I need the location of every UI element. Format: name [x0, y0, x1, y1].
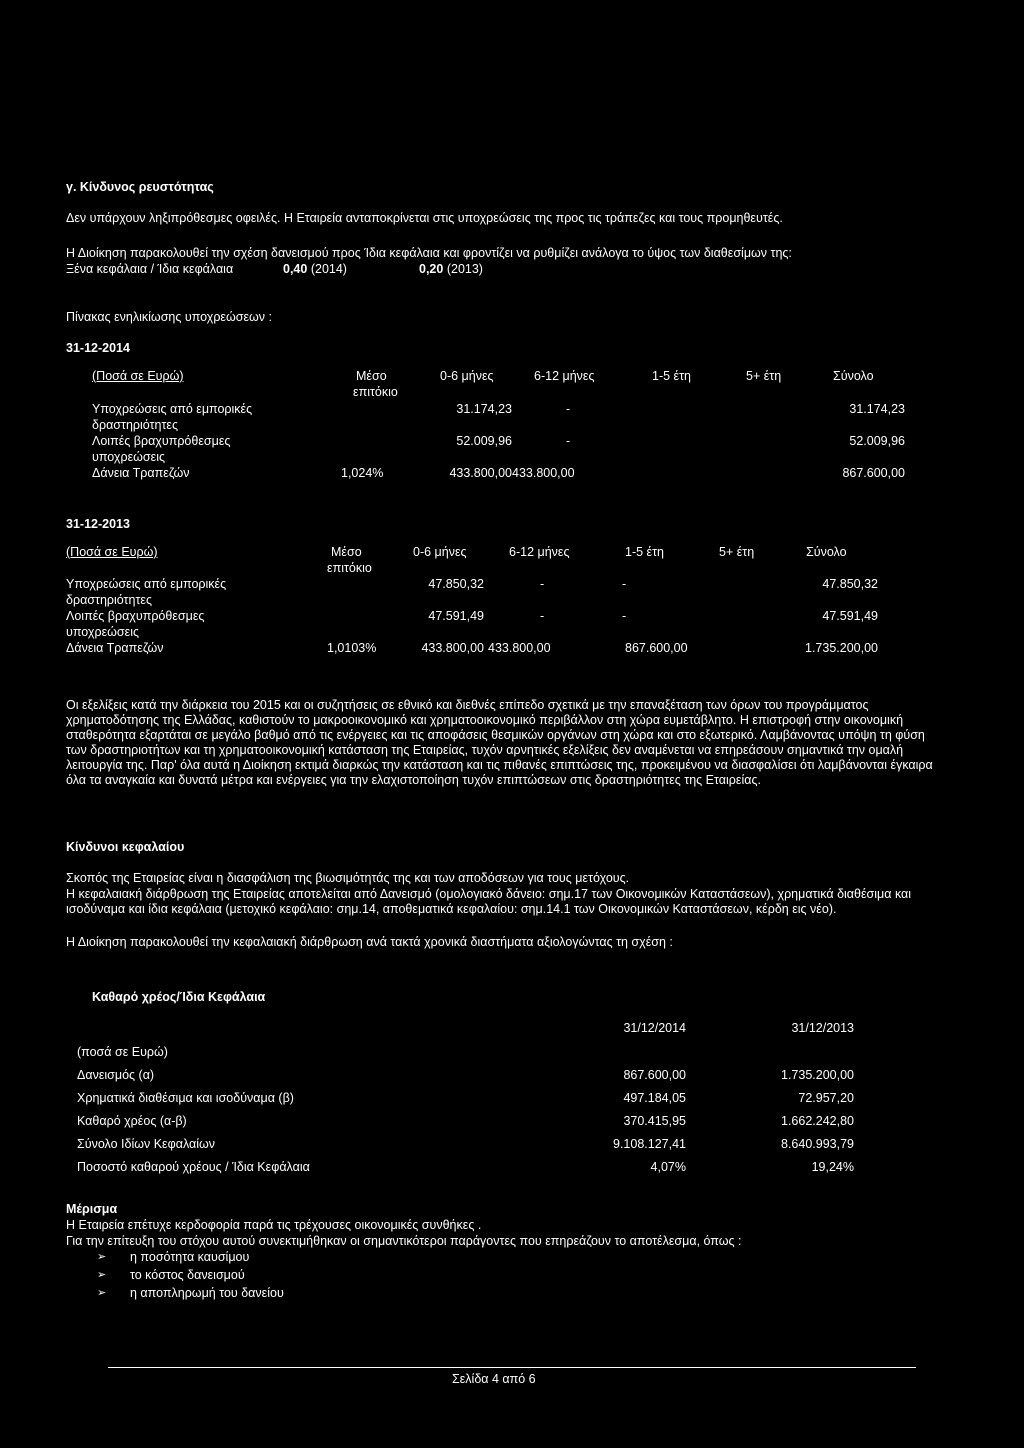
- ratio-2013-value: 0,20: [419, 262, 444, 276]
- ratio-2013: [419, 262, 483, 277]
- net-debt-col-2013: 31/12/2013: [791, 1021, 854, 1035]
- table-cell-m6-12: -: [566, 434, 571, 448]
- table-cell-m0-6: 47.850,32: [428, 577, 484, 591]
- page-number: Σελίδα 4 από 6: [452, 1372, 536, 1386]
- table-row-label: Δάνεια Τραπεζών: [92, 466, 190, 480]
- list-item: το κόστος δανεισμού: [130, 1268, 245, 1282]
- net-debt-row-label: Καθαρό χρέος (α-β): [77, 1114, 187, 1128]
- table-cell-total: 47.850,32: [822, 577, 878, 591]
- table-cell-m6-12: 433.800,00: [488, 641, 551, 655]
- net-debt-col-2014: 31/12/2014: [623, 1021, 686, 1035]
- table-row-label: Υποχρεώσεις από εμπορικές: [92, 402, 253, 416]
- liquidity-paragraph-1: Δεν υπάρχουν ληξιπρόθεσμες οφειλές. Η Εταιρεία ανταποκρίνεται στις υποχρεώσεις της προς τις τράπεζες και τους προμηθευτές.: [66, 211, 783, 225]
- net-debt-row-2013: 8.640.993,79: [781, 1137, 854, 1151]
- net-debt-row-label: Σύνολο Ιδίων Κεφαλαίων: [77, 1137, 216, 1151]
- net-debt-row-2014: 370.415,95: [623, 1114, 686, 1128]
- arrow-bullet-icon: ➢: [97, 1269, 107, 1281]
- table-cell-m6-12: -: [566, 402, 571, 416]
- dividend-line-2: Για την επίτευξη του στόχου αυτού συνεκτιμήθηκαν οι σημαντικότεροι παράγοντες που επηρεάζουν το αποτέλεσμα, όπως :: [66, 1234, 742, 1248]
- table-2013-rate-header-2: επιτόκιο: [327, 561, 372, 575]
- table-cell-total: 52.009,96: [849, 434, 905, 448]
- arrow-bullet-icon: ➢: [97, 1251, 107, 1263]
- capital-heading: Κίνδυνοι κεφαλαίου: [66, 840, 185, 854]
- table-row-label: Λοιπές βραχυπρόθεσμες: [92, 434, 231, 448]
- table-cell-m0-6: 433.800,00: [421, 641, 484, 655]
- table-cell-total: 31.174,23: [849, 402, 905, 416]
- net-debt-row-label: Δανεισμός (α): [77, 1068, 155, 1082]
- table-2014-date: 31-12-2014: [66, 341, 130, 355]
- net-debt-row-2014: 9.108.127,41: [613, 1137, 686, 1151]
- table-2014-y1-5-header: 1-5 έτη: [652, 369, 692, 383]
- table-2013-total-header: Σύνολο: [806, 545, 847, 559]
- table-cell-rate: 1,024%: [341, 466, 384, 480]
- table-cell-y1-5: -: [622, 577, 627, 591]
- net-debt-row-2013: 1.662.242,80: [781, 1114, 854, 1128]
- table-cell-rate: 1,0103%: [327, 641, 377, 655]
- net-debt-row-label: Ποσοστό καθαρού χρέους / Ίδια Κεφάλαια: [77, 1160, 310, 1174]
- net-debt-row-2014: 4,07%: [650, 1160, 686, 1174]
- maturity-table-title: Πίνακας ενηλικίωσης υποχρεώσεων :: [66, 310, 272, 324]
- ratio-2014-year: (2014): [310, 262, 347, 276]
- table-row-label-cont: υποχρεώσεις: [66, 625, 139, 639]
- table-2014-rate-header-2: επιτόκιο: [353, 385, 398, 399]
- table-2013-amounts-header: (Ποσά σε Ευρώ): [66, 545, 158, 559]
- table-cell-y1-5: 867.600,00: [625, 641, 688, 655]
- table-2014-amounts-header: (Ποσά σε Ευρώ): [92, 369, 184, 383]
- table-cell-total: 47.591,49: [822, 609, 878, 623]
- capital-line-2: Η κεφαλαιακή διάρθρωση της Εταιρείας αποτελείται από Δανεισμό (ομολογιακό δάνειο: σημ.17 των Οικονομικών Καταστάσεων), χρηματικά διαθέσιμα και ισοδύναμα και ίδια κεφάλαια (μετοχικό κεφάλαιο: σημ.14, αποθεματικά κεφαλαίου: σημ.14.1 των Οικονομικών Καταστάσεων, κέρδη εις νέο).: [66, 887, 912, 916]
- capital-line-1: Σκοπός της Εταιρείας είναι η διασφάλιση της βιωσιμότητάς της και των αποδόσεων για τους μετόχους.: [66, 871, 630, 885]
- table-2013-y1-5-header: 1-5 έτη: [625, 545, 665, 559]
- net-debt-row-2014: 497.184,05: [623, 1091, 686, 1105]
- table-2013-date: 31-12-2013: [66, 517, 130, 531]
- dividend-line-1: Η Εταιρεία επέτυχε κερδοφορία παρά τις τρέχουσες οικονομικές συνθήκες .: [66, 1218, 482, 1232]
- table-cell-m0-6: 31.174,23: [456, 402, 512, 416]
- outlook-paragraph: Οι εξελίξεις κατά την διάρκεια του 2015 και οι συζητήσεις σε εθνικό και διεθνές επίπεδο σχετικά με την επαναξέταση των όρων του προγράμματος χρηματοδότησης της Ελλάδας, καθιστούν το μακροοικονομικό και χρηματοοικονομικό περιβάλλον στη χώρα ευμετάβλητο. Η επιστροφή στην οικονομική σταθερότητα εξαρτάται σε μεγάλο βαθμό από τις ενέργειες και τις αποφάσεις θεσμικών οργάνων στη χώρα και στο εξωτερικό. Λαμβάνοντας υπόψη τη φύση των δραστηριοτήτων και τη χρηματοοικονομική κατάσταση της Εταιρείας, τυχόν αρνητικές εξελίξεις δεν αναμένεται να επηρεάσουν σημαντικά την ομαλή λειτουργία της. Παρ' όλα αυτά η Διοίκηση εκτιμά διαρκώς την κατάσταση και τις πιθανές επιπτώσεις της, προκειμένου να διασφαλίσει ότι λαμβάνονται έγκαιρα όλα τα αναγκαία και δυνατά μέτρα και ενέργειες για την ελαχιστοποίηση τυχόν επιπτώσεων στις δραστηριότητες της Εταιρείας.: [66, 698, 933, 787]
- table-cell-m6-12: -: [540, 609, 545, 623]
- footer-divider: [108, 1367, 916, 1368]
- ratio-2013-year: (2013): [446, 262, 483, 276]
- list-item: η ποσότητα καυσίμου: [130, 1250, 250, 1264]
- arrow-bullet-icon: ➢: [97, 1287, 107, 1299]
- table-2013-y5p-header: 5+ έτη: [719, 545, 755, 559]
- net-debt-units: (ποσά σε Ευρώ): [77, 1045, 168, 1059]
- table-2013-rate-header: Μέσο: [331, 545, 362, 559]
- table-2014-rate-header: Μέσο: [356, 369, 387, 383]
- table-row-label-cont: δραστηριότητες: [92, 418, 178, 432]
- ratio-label: Ξένα κεφάλαια / Ίδια κεφάλαια: [66, 262, 234, 276]
- table-cell-m0-6: 433.800,00: [449, 466, 512, 480]
- table-cell-m0-6: 47.591,49: [428, 609, 484, 623]
- table-row-label-cont: δραστηριότητες: [66, 593, 152, 607]
- table-cell-total: 1.735.200,00: [805, 641, 878, 655]
- table-2013-m0-6-header: 0-6 μήνες: [413, 545, 467, 559]
- table-2014-m0-6-header: 0-6 μήνες: [440, 369, 494, 383]
- table-2014-m6-12-header: 6-12 μήνες: [534, 369, 595, 383]
- table-cell-total: 867.600,00: [842, 466, 905, 480]
- table-cell-m6-12: -: [540, 577, 545, 591]
- net-debt-title: Καθαρό χρέος/Ίδια Κεφάλαια: [92, 990, 266, 1004]
- liquidity-paragraph-2: Η Διοίκηση παρακολουθεί την σχέση δανεισμού προς Ίδια κεφάλαια και φροντίζει να ρυθμίζει ανάλογα το ύψος των διαθεσίμων της:: [66, 246, 792, 260]
- list-item: η αποπληρωμή του δανείου: [130, 1286, 284, 1300]
- ratio-2014: [283, 262, 347, 277]
- ratio-2014-value: 0,40: [283, 262, 308, 276]
- capital-line-3: Η Διοίκηση παρακολουθεί την κεφαλαιακή διάρθρωση ανά τακτά χρονικά διαστήματα αξιολογώντας τη σχέση :: [66, 935, 673, 949]
- net-debt-row-label: Χρηματικά διαθέσιμα και ισοδύναμα (β): [77, 1091, 294, 1105]
- table-cell-m6-12: 433.800,00: [512, 466, 575, 480]
- table-row-label: Υποχρεώσεις από εμπορικές: [66, 577, 227, 591]
- table-2014-total-header: Σύνολο: [833, 369, 874, 383]
- net-debt-row-2013: 19,24%: [811, 1160, 854, 1174]
- table-row-label-cont: υποχρεώσεις: [92, 450, 165, 464]
- liquidity-heading: γ. Κίνδυνος ρευστότητας: [66, 180, 214, 194]
- table-cell-m0-6: 52.009,96: [456, 434, 512, 448]
- table-row-label: Δάνεια Τραπεζών: [66, 641, 164, 655]
- net-debt-row-2013: 72.957,20: [798, 1091, 854, 1105]
- table-2014-y5p-header: 5+ έτη: [746, 369, 782, 383]
- table-cell-y1-5: -: [622, 609, 627, 623]
- net-debt-row-2014: 867.600,00: [623, 1068, 686, 1082]
- dividend-heading: Μέρισμα: [66, 1202, 118, 1216]
- table-row-label: Λοιπές βραχυπρόθεσμες: [66, 609, 205, 623]
- net-debt-row-2013: 1.735.200,00: [781, 1068, 854, 1082]
- table-2013-m6-12-header: 6-12 μήνες: [509, 545, 570, 559]
